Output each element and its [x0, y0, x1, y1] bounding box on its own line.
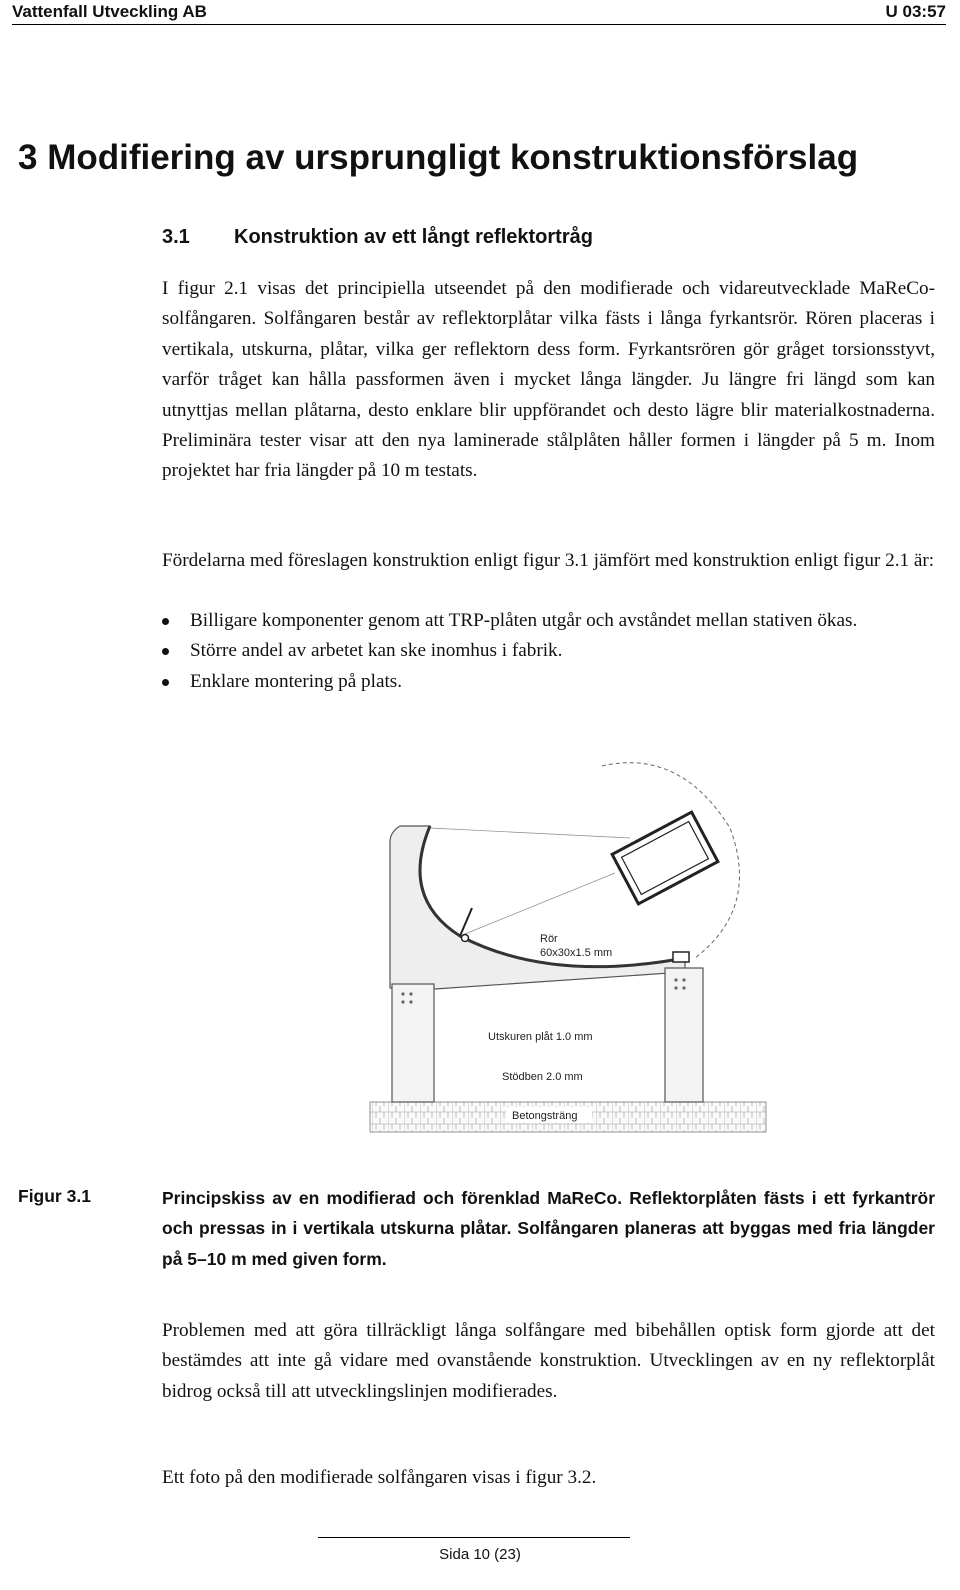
bullet-icon — [162, 648, 169, 655]
bullet-icon — [162, 618, 169, 625]
advantages-list — [162, 606, 935, 697]
list-item: Större andel av arbetet kan ske inomhus i fabrik. — [162, 636, 935, 666]
collector-diagram — [340, 758, 770, 1138]
pipe-dims-label: 60x30x1.5 mm — [540, 947, 613, 959]
list-item: Enklare montering på plats. — [162, 667, 935, 697]
section-number: 3.1 — [162, 226, 190, 248]
paragraph-problems: Problemen med att göra tillräckligt långa solfångare med bibehållen optisk form gjorde att det bestämdes att inte gå vidare med ovanstående konstruktion. Utvecklingen av en ny reflektorplåt bidrog också till att utvecklingslinjen modifierades. — [162, 1320, 935, 1402]
receiver-pipe — [612, 812, 718, 904]
page-number: Sida 10 (23) — [439, 1546, 521, 1563]
chapter-heading: 3 Modifiering av ursprungligt konstruktionsförslag — [18, 138, 859, 177]
cut-plate-label: Utskuren plåt 1.0 mm — [488, 1031, 593, 1043]
paragraph-photo-ref: Ett foto på den modifierade solfångaren visas i figur 3.2. — [162, 1467, 597, 1488]
paragraph-intro: I figur 2.1 visas det principiella utseendet på den modifierade och vidareutvecklade MaReCo-solfångaren. Solfångaren består av reflektorplåtar vilka fästs i långa fyrkantsrör. Rören placeras i vertikala, utskurna, plåtar, vilka ger reflektorn dess form. Fyrkantsrören gör gråget torsionsstyvt, varför tråget kan hålla passformen även i mycket långa längder. Ju längre fri längd som kan utnyttjas mellan plåtarna, desto enklare blir uppförandet och desto lägre blir materialkostnaderna. Preliminära tester visar att den nya laminerade stålplåten håller formen i längder på 5 m. Inom projektet har fria längder på 10 m testats. — [162, 278, 935, 482]
support-leg-label: Stödben 2.0 mm — [502, 1071, 583, 1083]
page-header — [12, 0, 946, 25]
figure-caption: Principskiss av en modifierad och förenklad MaReCo. Reflektorplåten fästs i ett fyrkantrör och pressas in i vertikala utskurna plåtar. Solfångaren planeras att byggas med fria längder på 5–10 m med given form. — [162, 1188, 935, 1269]
section-heading — [162, 226, 593, 249]
footer-divider — [318, 1537, 630, 1538]
section-title: Konstruktion av ett långt reflektortråg — [234, 226, 593, 248]
paragraph-advantages: Fördelarna med föreslagen konstruktion enligt figur 3.1 jämfört med konstruktion enligt figur 2.1 är: — [162, 550, 935, 571]
support-leg-left — [392, 984, 434, 1102]
concrete-label: Betongsträng — [512, 1110, 578, 1122]
list-item: Billigare komponenter genom att TRP-plåten utgår och avståndet mellan stativen ökas. — [162, 606, 935, 636]
company-name: Vattenfall Utveckling AB — [12, 2, 207, 21]
bullet-icon — [162, 679, 169, 686]
pipe-label: Rör — [540, 933, 558, 945]
figure-label: Figur 3.1 — [18, 1186, 91, 1206]
document-code: U 03:57 — [885, 2, 946, 21]
pipe-section — [673, 952, 689, 962]
